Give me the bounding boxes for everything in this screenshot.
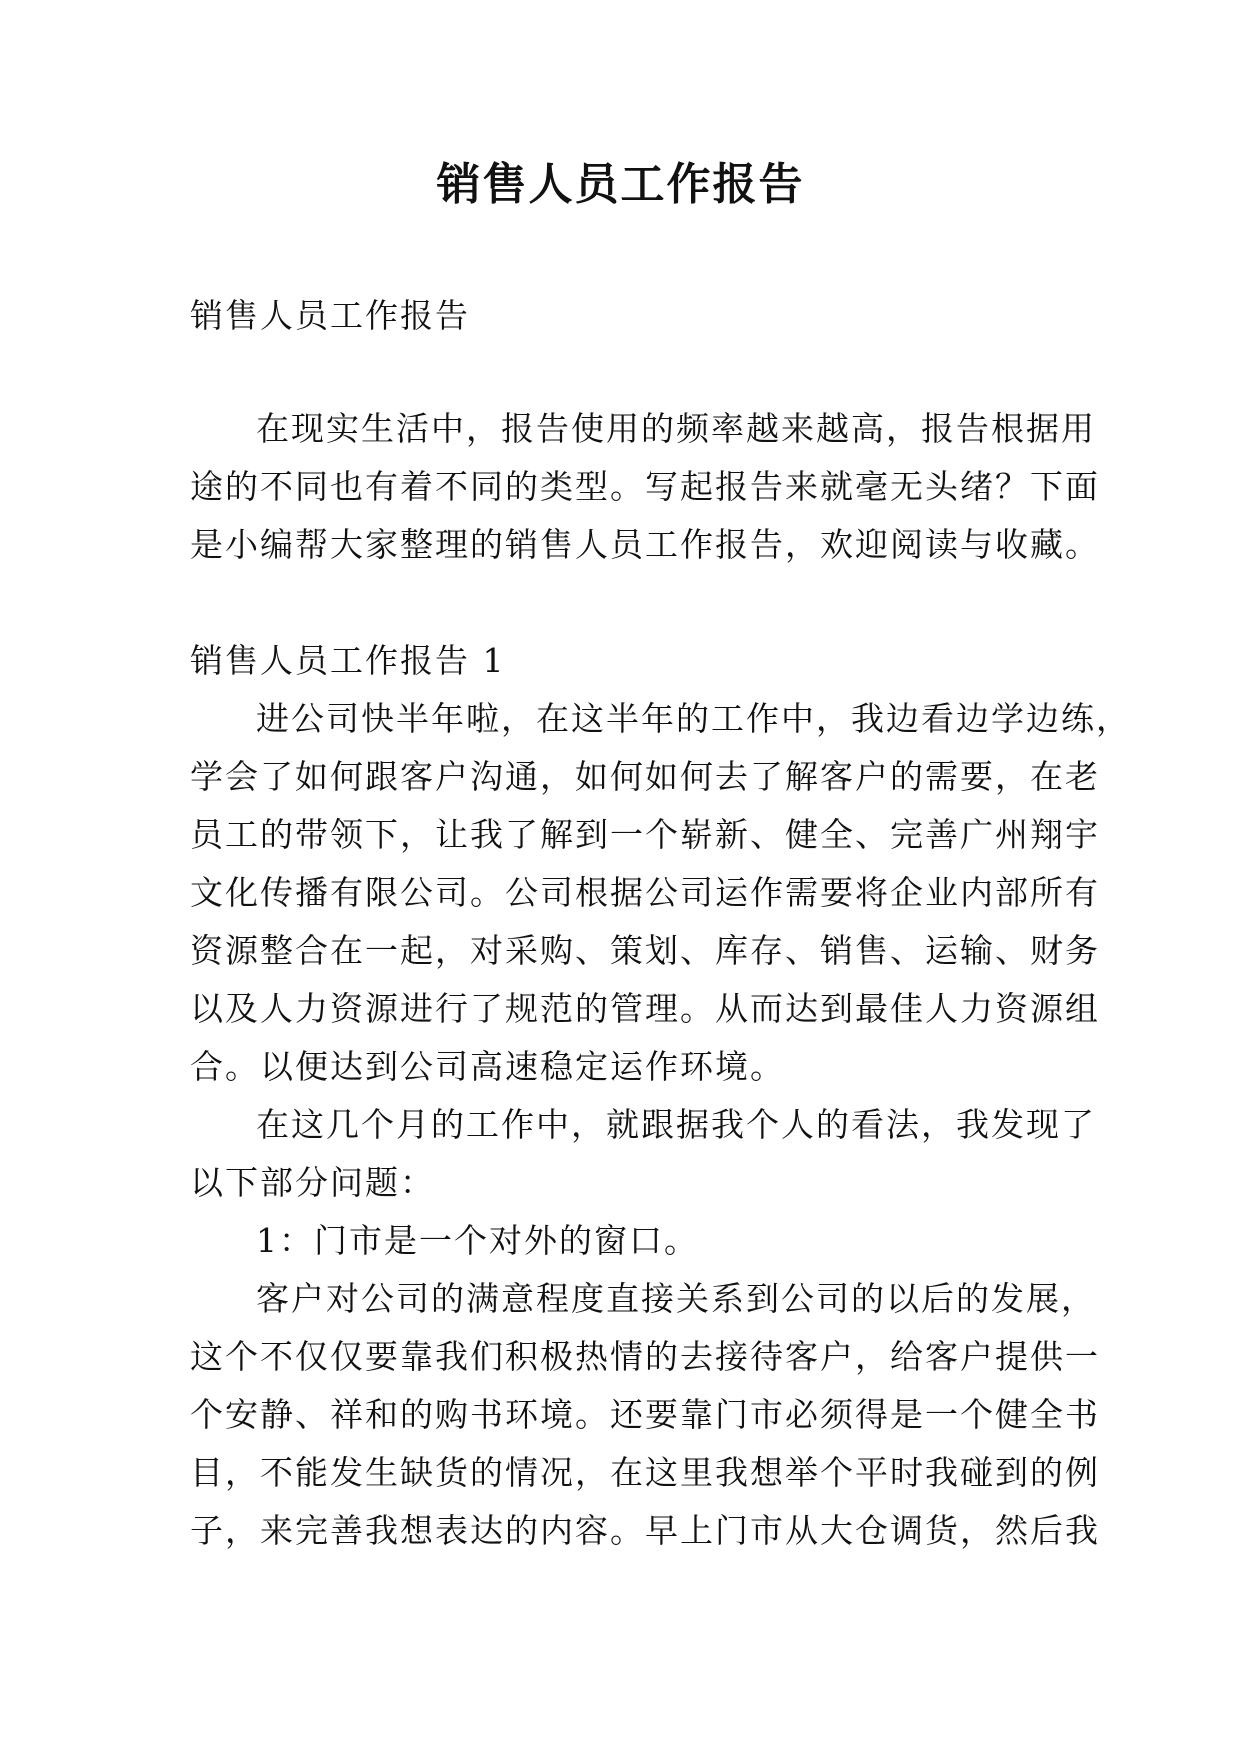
document-subtitle [190, 287, 1050, 345]
text-line: 文化传播有限公司。公司根据公司运作需要将企业内部所有 [190, 873, 1100, 912]
text-line: 途的不同也有着不同的类型。写起报告来就毫无头绪？下面 [190, 467, 1100, 506]
text-line: 是小编帮大家整理的销售人员工作报告，欢迎阅读与收藏。 [190, 525, 1100, 564]
text-line: 以及人力资源进行了规范的管理。从而达到最佳人力资源组 [190, 989, 1100, 1028]
text-line: 资源整合在一起，对采购、策划、库存、销售、运输、财务 [190, 931, 1100, 970]
section-1-heading [190, 632, 1050, 690]
text-line: 客户对公司的满意程度直接关系到公司的以后的发展， [256, 1279, 1096, 1318]
section-1-paragraph-1 [190, 690, 1131, 1096]
text-line: 员工的带领下，让我了解到一个崭新、健全、完善广州翔宇 [190, 815, 1100, 854]
text-line: 这个不仅仅要靠我们积极热情的去接待客户，给客户提供一 [190, 1337, 1100, 1376]
text-line: 个安静、祥和的购书环境。还要靠门市必须得是一个健全书 [190, 1395, 1100, 1434]
document-title: 销售人员工作报告 [436, 159, 805, 210]
text-line: 子，来完善我想表达的内容。早上门市从大仓调货，然后我 [190, 1511, 1100, 1550]
text-line: 目，不能发生缺货的情况，在这里我想举个平时我碰到的例 [190, 1453, 1100, 1492]
text-line: 学会了如何跟客户沟通，如何如何去了解客户的需要，在老 [190, 757, 1100, 796]
section-1-paragraph-2 [190, 1096, 1096, 1212]
section-1-paragraph-3 [190, 1270, 1100, 1560]
text-line: 进公司快半年啦，在这半年的工作中，我边看边学边练， [256, 699, 1131, 738]
text-line: 合。以便达到公司高速稳定运作环境。 [190, 1047, 785, 1086]
subtitle-line: 销售人员工作报告 [190, 296, 470, 335]
text-line: 1：门市是一个对外的窗口。 [256, 1221, 699, 1260]
text-line: 在现实生活中，报告使用的频率越来越高，报告根据用 [256, 409, 1096, 448]
intro-paragraph [190, 400, 1100, 574]
text-line: 以下部分问题： [190, 1163, 435, 1202]
text-line: 在这几个月的工作中，就跟据我个人的看法，我发现了 [256, 1105, 1096, 1144]
section-heading-line: 销售人员工作报告 1 [190, 641, 506, 680]
section-1-point-1 [190, 1212, 1050, 1270]
